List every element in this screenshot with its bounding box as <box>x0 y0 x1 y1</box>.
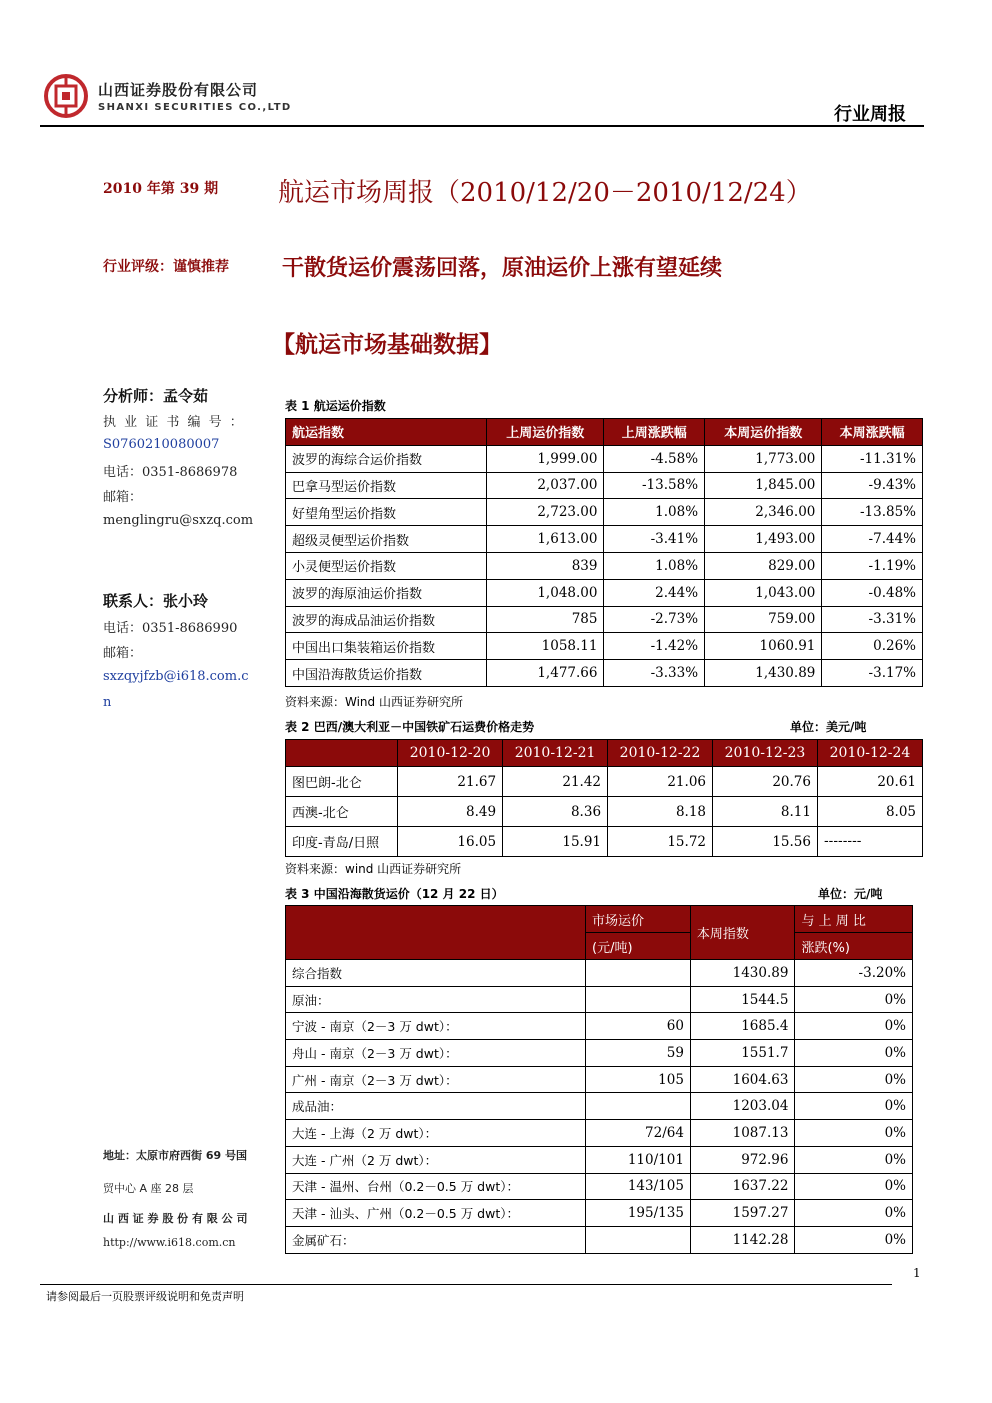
table-header-blank <box>286 906 586 960</box>
table-header: 2010-12-24 <box>817 740 922 767</box>
row-label: 超级灵便型运价指数 <box>286 526 487 553</box>
table-header: 2010-12-21 <box>503 740 608 767</box>
cell-value: 0% <box>795 1040 913 1067</box>
cell-value: 1142.28 <box>690 1226 795 1253</box>
table2-source: 资料来源：wind 山西证券研究所 <box>285 862 462 876</box>
row-label: 中国出口集装箱运价指数 <box>286 633 487 660</box>
sidebar-company: 山 西 证 券 股 份 有 限 公 司 <box>103 1212 248 1225</box>
row-label: 天津 - 温州、台州（0.2－0.5 万 dwt）： <box>286 1173 586 1200</box>
cell-value: -3.41% <box>604 526 705 553</box>
row-label: 大连 - 广州（2 万 dwt）： <box>286 1146 586 1173</box>
cell-value: 1597.27 <box>690 1200 795 1227</box>
cell-value: 1,999.00 <box>487 445 604 472</box>
table-header: 本周指数 <box>690 906 795 960</box>
cell-value: 8.49 <box>398 797 503 827</box>
cell-value: 16.05 <box>398 827 503 857</box>
row-label: 西澳-北仑 <box>286 797 398 827</box>
cell-value: -13.85% <box>822 499 923 526</box>
cell-value: -11.31% <box>822 445 923 472</box>
cell-value: 1,773.00 <box>705 445 822 472</box>
cell-value: 2.44% <box>604 579 705 606</box>
table-row <box>286 1120 913 1147</box>
cell-value: 15.72 <box>608 827 713 857</box>
cell-value: 20.61 <box>817 767 922 797</box>
table-header: 市场运价 <box>586 906 691 933</box>
company-name-cn: 山西证券股份有限公司 <box>98 81 259 99</box>
cell-value: 1637.22 <box>690 1173 795 1200</box>
cell-value: 0% <box>795 1093 913 1120</box>
table-row <box>286 960 913 987</box>
row-label: 印度-青岛/日照 <box>286 827 398 857</box>
cell-value: -1.42% <box>604 633 705 660</box>
cell-value: 1551.7 <box>690 1040 795 1067</box>
section-heading: 【航运市场基础数据】 <box>272 332 502 358</box>
cell-value: -9.43% <box>822 472 923 499</box>
address-line2: 贸中心 A 座 28 层 <box>103 1182 194 1195</box>
table-row <box>286 472 923 499</box>
table-row <box>286 986 913 1013</box>
company-logo-icon <box>44 74 88 118</box>
cell-value: 0% <box>795 1120 913 1147</box>
cell-value: 1.08% <box>604 499 705 526</box>
cell-value: 59 <box>586 1040 691 1067</box>
cell-value: 0% <box>795 1200 913 1227</box>
cell-value: 2,723.00 <box>487 499 604 526</box>
industry-rating: 行业评级：谨慎推荐 <box>103 259 229 275</box>
table-row <box>286 606 923 633</box>
cell-value: 1,845.00 <box>705 472 822 499</box>
cell-value: -3.17% <box>822 660 923 687</box>
row-label: 大连 - 上海（2 万 dwt）： <box>286 1120 586 1147</box>
table-row <box>286 1013 913 1040</box>
row-label: 图巴朗-北仑 <box>286 767 398 797</box>
analyst-email[interactable]: menglingru@sxzq.com <box>103 513 254 528</box>
cell-value: -3.33% <box>604 660 705 687</box>
row-label: 小灵便型运价指数 <box>286 552 487 579</box>
cell-value: 1060.91 <box>705 633 822 660</box>
report-type: 行业周报 <box>834 104 906 125</box>
row-label: 广州 - 南京（2－3 万 dwt）： <box>286 1066 586 1093</box>
table1-source: 资料来源：Wind 山西证券研究所 <box>285 695 463 709</box>
cell-value: 972.96 <box>690 1146 795 1173</box>
contact-name: 联系人：张小玲 <box>103 592 209 610</box>
cell-value: 8.18 <box>608 797 713 827</box>
cell-value: -2.73% <box>604 606 705 633</box>
cell-value: -1.19% <box>822 552 923 579</box>
iron-ore-freight-table <box>285 739 923 857</box>
table-row <box>286 1173 913 1200</box>
table-row <box>286 1040 913 1067</box>
coastal-bulk-freight-table <box>285 905 913 1254</box>
row-label: 好望角型运价指数 <box>286 499 487 526</box>
table-row <box>286 767 923 797</box>
cell-value: 21.67 <box>398 767 503 797</box>
cell-value <box>586 986 691 1013</box>
analyst-email-label: 邮箱： <box>103 490 143 505</box>
freight-index-table <box>285 418 923 687</box>
cell-value <box>586 960 691 987</box>
cell-value: 21.42 <box>503 767 608 797</box>
cell-value: 0.26% <box>822 633 923 660</box>
table-header: 上周涨跌幅 <box>604 419 705 446</box>
row-label: 巴拿马型运价指数 <box>286 472 487 499</box>
cell-value: -3.20% <box>795 960 913 987</box>
cell-value: 759.00 <box>705 606 822 633</box>
cell-value: 785 <box>487 606 604 633</box>
cell-value: 1544.5 <box>690 986 795 1013</box>
cell-value: 1058.11 <box>487 633 604 660</box>
cell-value: 1203.04 <box>690 1093 795 1120</box>
table-row <box>286 579 923 606</box>
cell-value: 8.05 <box>817 797 922 827</box>
table-row <box>286 445 923 472</box>
cell-value: 829.00 <box>705 552 822 579</box>
table-row <box>286 1200 913 1227</box>
header-divider <box>40 125 924 127</box>
cell-value: 8.36 <box>503 797 608 827</box>
row-label: 舟山 - 南京（2－3 万 dwt）： <box>286 1040 586 1067</box>
company-name-en: SHANXI SECURITIES CO.,LTD <box>98 102 292 113</box>
cell-value: 15.56 <box>713 827 818 857</box>
row-label: 成品油： <box>286 1093 586 1120</box>
table-row <box>286 1066 913 1093</box>
table-header: 2010-12-23 <box>713 740 818 767</box>
analyst-name: 分析师：孟令茹 <box>103 387 209 405</box>
cell-value: 0% <box>795 1146 913 1173</box>
cert-label: 执 业 证 书 编 号 ： <box>103 415 245 430</box>
disclaimer-text: 请参阅最后一页股票评级说明和免责声明 <box>46 1290 244 1303</box>
cell-value: -13.58% <box>604 472 705 499</box>
contact-email-label: 邮箱： <box>103 646 143 661</box>
table2-caption: 表 2 巴西/澳大利亚－中国铁矿石运费价格走势 <box>285 720 535 734</box>
row-label: 金属矿石： <box>286 1226 586 1253</box>
analyst-phone: 电话：0351-8686978 <box>103 465 238 480</box>
row-label: 天津 - 汕头、广州（0.2－0.5 万 dwt）： <box>286 1200 586 1227</box>
row-label: 宁波 - 南京（2－3 万 dwt）： <box>286 1013 586 1040</box>
row-label: 波罗的海原油运价指数 <box>286 579 487 606</box>
table-header: 涨跌(%) <box>795 933 913 960</box>
table1-caption: 表 1 航运运价指数 <box>285 399 386 413</box>
cell-value: -0.48% <box>822 579 923 606</box>
table-row <box>286 827 923 857</box>
cell-value: 1,043.00 <box>705 579 822 606</box>
table-header: (元/吨) <box>586 933 691 960</box>
address-line1: 地址：太原市府西街 69 号国 <box>103 1149 247 1162</box>
cell-value: 1685.4 <box>690 1013 795 1040</box>
cert-number: S0760210080007 <box>103 437 220 452</box>
cell-value: 0% <box>795 1013 913 1040</box>
contact-phone: 电话：0351-8686990 <box>103 621 238 636</box>
row-label: 波罗的海综合运价指数 <box>286 445 487 472</box>
website-link[interactable]: http://www.i618.com.cn <box>103 1236 236 1249</box>
table-header: 上周运价指数 <box>487 419 604 446</box>
cell-value: 21.06 <box>608 767 713 797</box>
table-row <box>286 797 923 827</box>
table-row <box>286 1093 913 1120</box>
row-label: 波罗的海成品油运价指数 <box>286 606 487 633</box>
cell-value: 1,493.00 <box>705 526 822 553</box>
table-header-blank <box>286 740 398 767</box>
cell-value: 72/64 <box>586 1120 691 1147</box>
table-row <box>286 499 923 526</box>
contact-email-line1[interactable]: sxzqyjfzb@i618.com.c <box>103 669 249 684</box>
table3-unit: 单位：元/吨 <box>818 887 883 901</box>
cell-value: 0% <box>795 1226 913 1253</box>
cell-value: 1430.89 <box>690 960 795 987</box>
cell-value: -3.31% <box>822 606 923 633</box>
issue-number: 2010 年第 39 期 <box>103 181 219 197</box>
cell-value: 1,477.66 <box>487 660 604 687</box>
table-header: 本周涨跌幅 <box>822 419 923 446</box>
cell-value: -4.58% <box>604 445 705 472</box>
cell-value: 1604.63 <box>690 1066 795 1093</box>
row-label: 中国沿海散货运价指数 <box>286 660 487 687</box>
table-row <box>286 1226 913 1253</box>
footer-divider <box>40 1284 892 1285</box>
cell-value: 20.76 <box>713 767 818 797</box>
cell-value: 0% <box>795 986 913 1013</box>
cell-value <box>586 1093 691 1120</box>
cell-value: 2,037.00 <box>487 472 604 499</box>
cell-value: 1087.13 <box>690 1120 795 1147</box>
cell-value: 105 <box>586 1066 691 1093</box>
cell-value: 1,048.00 <box>487 579 604 606</box>
cell-value: 0% <box>795 1066 913 1093</box>
cell-value: 8.11 <box>713 797 818 827</box>
table3-caption: 表 3 中国沿海散货运价（12 月 22 日） <box>285 887 504 901</box>
table-row <box>286 552 923 579</box>
table-row <box>286 526 923 553</box>
table-header: 航运指数 <box>286 419 487 446</box>
report-subtitle: 干散货运价震荡回落，原油运价上涨有望延续 <box>282 256 723 281</box>
contact-email-line2[interactable]: n <box>103 695 112 710</box>
cell-value: 143/105 <box>586 1173 691 1200</box>
cell-value: 839 <box>487 552 604 579</box>
cell-value: 0% <box>795 1173 913 1200</box>
table-row <box>286 660 923 687</box>
table-header: 2010-12-20 <box>398 740 503 767</box>
cell-value <box>586 1226 691 1253</box>
cell-value: 1.08% <box>604 552 705 579</box>
cell-value: 195/135 <box>586 1200 691 1227</box>
cell-value: 15.91 <box>503 827 608 857</box>
cell-value: -------- <box>817 827 922 857</box>
cell-value: 1,430.89 <box>705 660 822 687</box>
table2-unit: 单位：美元/吨 <box>790 720 867 734</box>
cell-value: 1,613.00 <box>487 526 604 553</box>
cell-value: 110/101 <box>586 1146 691 1173</box>
row-label: 综合指数 <box>286 960 586 987</box>
page-number: 1 <box>913 1266 921 1280</box>
cell-value: 2,346.00 <box>705 499 822 526</box>
table-row <box>286 1146 913 1173</box>
row-label: 原油： <box>286 986 586 1013</box>
cell-value: 60 <box>586 1013 691 1040</box>
page-title: 航运市场周报（2010/12/20－2010/12/24） <box>278 178 812 208</box>
table-row <box>286 633 923 660</box>
cell-value: -7.44% <box>822 526 923 553</box>
table-header: 2010-12-22 <box>608 740 713 767</box>
table-header: 本周运价指数 <box>705 419 822 446</box>
table-header: 与 上 周 比 <box>795 906 913 933</box>
